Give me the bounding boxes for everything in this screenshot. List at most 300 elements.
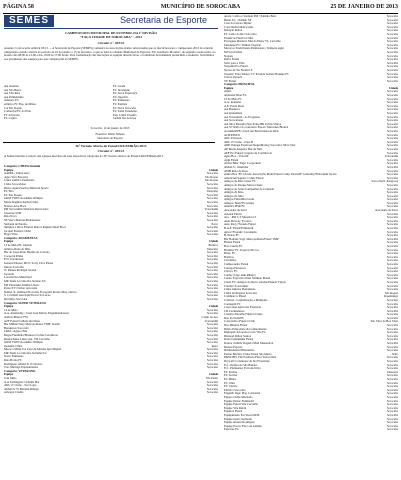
team-row-city: Sorocaba — [386, 32, 398, 36]
team-row-city: Sorocaba — [386, 133, 398, 137]
team-row-city: Sorocaba — [386, 140, 398, 144]
team-row-name: Equero Chibe Machado — [224, 395, 253, 399]
semes-logo: SEMES — [4, 15, 54, 27]
team-row-name: A.A Tardinguar/ Cidadão Bar — [4, 380, 40, 384]
team-entry-name: Jardim das Acácias — [113, 117, 136, 121]
team-row-name: Cierel FC/ Amigos do Rezo/ Alcena/Planeta Vígolo — [224, 280, 286, 284]
team-row-city: Sorocaba — [206, 182, 218, 186]
team-row-name: CRM - Água e Eliz — [4, 330, 28, 334]
column-header-name: Equipe — [4, 168, 14, 172]
team-row-name: Casa da Cenora Mutuz — [224, 22, 252, 26]
team-row-city: Sorocaba — [206, 380, 218, 384]
team-row-city: Sorocaba — [206, 233, 218, 237]
team-row-name: Catavo, FC — [224, 270, 238, 274]
team-row-name: Amigos do Sítio — [224, 194, 244, 198]
team-row-city: Sorocaba — [386, 266, 398, 270]
team-row-name: Divalinjo Sorocaba — [4, 297, 28, 301]
team-row-city: Sorocaba — [386, 421, 398, 425]
team-row-city: Sorocaba — [386, 126, 398, 130]
team-row-name: Equipamento Est Sáceu 6036 — [224, 413, 260, 417]
team-row-city: Sorocaba — [386, 183, 398, 187]
campeonato-body: Assunto: Convocação Arbitral 03/13 — A Secretaria de Esporte (SEMES) comunica às associações abaixo relacionadas que as inscrições para o campeonato 2013 do referido campeonato estarão abertas no período de 16 de janeiro a 15 de fevereiro, o que se dará no Ginásio Municipal de Esportes "Dr. Gualberto Moreira", de segunda a sexta-feira, no horário das 08:00 às 12:00 e das 13:00 às 17:00 horas. Para formalização das inscrições as equipes deverão levar o formulário devidamente preenchido e assinado. Solicitamos aos presidentes das equipes para que compareçam na SEMES. — [4, 47, 216, 62]
team-row-name: Cravinhos — [224, 259, 237, 263]
team-row-city: Sorocaba — [386, 413, 398, 417]
team-row-name: AE Maria Augusta/ Bar da Nair — [224, 147, 263, 151]
team-row-name: AZF Futsal/Calhaôs ma Nuno — [4, 319, 41, 323]
team-row-city: Sorocaba — [206, 330, 218, 334]
team-row-city: Sorocaba — [386, 331, 398, 335]
team-row-name: A.E. Ponte Preta — [224, 104, 244, 108]
team-row-name: Drinhadetem Milionários — [224, 349, 255, 353]
team-row-city: Sorocaba — [206, 362, 218, 366]
team-entry-name: EC Cajuru — [4, 117, 17, 121]
team-row-city: Sorocaba — [386, 173, 398, 177]
team-row-city: Sorocaba — [386, 277, 398, 281]
team-entry-name: América FC — [4, 99, 19, 103]
team-row-city: São Roque — [204, 179, 218, 183]
team-row-name: Fanáticos Futebol Clube — [224, 36, 254, 40]
team-row-name: Sabó para a Vida — [224, 61, 245, 65]
team-row-city: Sorocaba — [386, 205, 398, 209]
team-entry-name: Esp. Clube Ubatiba — [113, 113, 137, 117]
team-row-name: 14 de Maio — [4, 308, 18, 312]
team-row-city: Sorocaba — [386, 284, 398, 288]
team-row-name: Engenlit Inge/ Plaj. Conforma — [224, 392, 261, 396]
municipality-title: MUNICÍPIO DE SOROCABA — [160, 4, 241, 10]
team-row-name: Drenas Esporte — [224, 345, 243, 349]
team-row-name: Equipe Dutra/ Futimadal — [224, 399, 254, 403]
team-row-name: ADC Z/ Clube - Tora Lapa — [4, 384, 37, 388]
team-row-city: Sorocaba — [206, 355, 218, 359]
team-row-name: E.C. Ordões de São Bandos — [224, 363, 258, 367]
column-header-city: Cidade — [208, 168, 218, 172]
team-row-name: ADC Ericsson — [224, 137, 242, 141]
team-row-city: Sorocaba — [386, 288, 398, 292]
team-row-city: Sorocaba — [386, 230, 398, 234]
team-row-city: Sorocaba — [206, 387, 218, 391]
team-row-city: Capão do Ato — [201, 315, 218, 319]
team-row-city: Sorocaba — [206, 215, 218, 219]
team-row-city: Sorocaba — [206, 204, 218, 208]
team-row-name: Brisa, FC — [224, 252, 236, 256]
team-row-name: Cdabe/ Jorge Jank Ribeira — [224, 273, 256, 277]
team-row-name: Sporte de Ter Futebol 6 — [224, 68, 253, 72]
team-row-city: Sorocaba — [206, 226, 218, 230]
team-row-name: Doutor Jardim/ Rogério Mutt Mastersbol — [224, 342, 274, 346]
team-row-city: São Roque — [384, 291, 398, 295]
team-row-city: Sorocaba — [386, 241, 398, 245]
team-row-city: Sorocaba — [206, 272, 218, 276]
team-row-name: América BSR FC — [224, 205, 246, 209]
team-row-city: Sorocaba — [206, 258, 218, 262]
team-row-city: Sorocaba — [386, 248, 398, 252]
teams-list — [4, 85, 216, 123]
team-row-city: Sorocaba — [386, 198, 398, 202]
team-row-city: Sorocaba — [206, 283, 218, 287]
team-row-name: Clube Atlético Paulistano — [4, 179, 35, 183]
team-row-name: Distapal Peñon — [224, 29, 243, 33]
team-row-name: Avaré, Cabbo e Soldado PM / Palmira Betó — [224, 15, 277, 18]
team-entry-name: EC Nova Sorocaba — [113, 106, 136, 110]
team-row-city: Sorocaba — [206, 312, 218, 316]
team-row-name: AMB Rezo de Rore — [224, 169, 248, 173]
team-row-name: Drywall/ Condenare de Sta Florentino — [224, 360, 270, 363]
team-row-name: Ass. - PM C.T Moreira 0.5 — [224, 216, 257, 220]
team-entry-name: AA São Bento — [4, 88, 22, 92]
team-row-city: Sorocaba — [206, 341, 218, 345]
team-row-city: Sorocaba — [386, 194, 398, 198]
team-row-city: Sorocaba — [386, 36, 398, 40]
team-row-city: Iperó — [211, 344, 218, 348]
team-row-name: AMACS / Alfazidur — [224, 165, 249, 169]
team-entry-name: AA Palmeirinha — [4, 95, 24, 99]
team-row-city: Itaiacuba — [387, 370, 398, 374]
team-row-city: Sorocaba — [386, 191, 398, 195]
team-entry-name: EC Nova Esperança — [113, 92, 138, 96]
team-row-name: Despachante Lider/ AA, Viii Carvalho — [4, 337, 51, 341]
team-row-city: Sorocaba — [386, 270, 398, 274]
team-row-name: Bar do Lupa/Perto Bendie de Conceio — [4, 251, 50, 255]
team-row-name: Dao Mineira Futsal — [224, 324, 248, 328]
team-row-name: EC Eira — [4, 190, 14, 194]
team-row-name: AA Votorantim - A. Progresso — [224, 115, 261, 119]
team-row-city: Sorocaba — [386, 176, 398, 180]
team-row-city: Sorocaba — [386, 122, 398, 126]
column-header-city: Cidade — [208, 240, 218, 244]
team-row-name: Dignapal/ Alvorada Cover Vila FC — [224, 331, 266, 335]
category-heading-name: Categoria: PRINCIPAL — [224, 83, 255, 87]
team-row-city: Sorocaba — [386, 43, 398, 47]
team-row-name: Ponto/TV Cirmac Alvorada — [4, 287, 38, 291]
team-row-city: São Vitor da Boa Vista — [370, 320, 398, 324]
team-row-city: Sorocaba — [206, 211, 218, 215]
team-row-name: Amigos do Salto/Companhia de Cramado — [224, 187, 275, 191]
team-row-city: Sorocaba — [386, 15, 398, 18]
team-row-city: Sorocaba — [206, 337, 218, 341]
team-row-city: Sorocaba — [386, 234, 398, 238]
team-row-name: Macacos Tradicionais Paulistanas / Tempere Agui — [224, 47, 284, 51]
team-row-city: Sorocaba — [386, 356, 398, 360]
team-row-name: Códiven / Capitalização e Multiplus — [224, 298, 268, 302]
team-row-name: Trevoz Pertech — [224, 76, 243, 80]
team-row-city: Sorocaba — [386, 65, 398, 69]
team-row-name: Ferragens Mariáca/ Mai da Pizza/ VL Carvalho — [224, 40, 281, 44]
team-row-city: Sorocaba — [386, 144, 398, 148]
team-row-city: Sorocaba — [386, 223, 398, 227]
team-row-name: Água Viva Esportes — [4, 175, 28, 179]
team-row-name: AEF Pro Futsal/ Jorgeba da Cortinbacia — [224, 151, 272, 155]
team-row-name: Arsenal Futsal — [224, 212, 242, 216]
team-row-name: Distapal Peñon Santos — [224, 334, 251, 338]
team-row-name: Equipe Pocos/ Fisco de Alfama — [224, 424, 262, 428]
team-row-city: Sorocaba — [206, 193, 218, 197]
team-row-name: Ipanema Clube — [4, 344, 23, 348]
team-row-name: EC Itariras — [224, 370, 238, 374]
team-row-city: Sorocaba — [386, 410, 398, 414]
team-row-name: Tapajós/ Faxa Taidos/ TV Pavelda Sofital/ Baiante FC — [224, 72, 289, 76]
team-row-name: Ajuji Futsal — [224, 158, 239, 162]
team-row-name: Clube Amelos Piedadense — [224, 288, 256, 292]
team-row-name: Locomotiva Municipal — [4, 276, 32, 280]
team-row-name: General Dieser/ MCS/ Sorty Circs Pizzer — [4, 262, 54, 266]
team-row-name: B. Pratas FC — [224, 234, 240, 238]
secretaria-title: Secretaria de Esporte — [120, 15, 208, 25]
team-row-city: Sorocaba — [386, 18, 398, 22]
team-row-city: Sorocaba — [206, 269, 218, 273]
team-row-city: Sorocaba — [386, 101, 398, 105]
team-row-name: Amigos Futsal/Rei Goles — [224, 198, 255, 202]
team-row-name: 13 de Maio FC — [224, 97, 243, 101]
team-row-city: Sorocaba — [386, 392, 398, 396]
team-row-city: Sorocaba — [206, 391, 218, 395]
team-row-city: Sorocaba — [386, 428, 398, 432]
team-row-city: Sorocaba — [386, 342, 398, 346]
team-row-name: EC São Roque — [4, 193, 22, 197]
team-row-city: Sorocaba — [386, 367, 398, 371]
team-row-name: AA Sorocabana — [224, 119, 243, 123]
team-row-name: JC Pinnes Rodrigui Global — [4, 269, 37, 273]
team-row-name: Equipe Vila Rubin — [224, 406, 247, 410]
team-row-name: Borlilos — [224, 255, 234, 259]
team-row-name: Dao da Nada/FC — [224, 316, 245, 320]
team-row-city: Sorocaba — [206, 200, 218, 204]
team-row-city: Sorocaba — [386, 280, 398, 284]
signature-name: Francisco Mário Nihaus — [95, 132, 125, 136]
team-row-city: Sorocaba — [386, 108, 398, 112]
team-row-name: Jacquet Futebol Clube — [4, 229, 31, 233]
team-row-name: Juventus SSM — [4, 211, 22, 215]
team-row-name: Diário Empodarte & Conhecimento — [224, 327, 267, 331]
column-header-city: Cidade — [208, 373, 218, 377]
team-row-name: EC Canto do Rio Sorocaba — [224, 32, 257, 36]
team-row-city: Sorocaba — [206, 265, 218, 269]
team-row-name: Diabo Águia/Sorriso/Deliverá Sports — [4, 186, 49, 190]
team-row-name: EC Ufire — [224, 381, 235, 385]
team-row-city: São Paulo — [205, 377, 218, 381]
team-row-name: Clermot Sorotrumar — [224, 284, 249, 288]
team-row-city: Sorocaba — [386, 338, 398, 342]
team-row-city: Sorocaba — [386, 61, 398, 65]
team-entry-name: EC Juventude — [113, 88, 130, 92]
team-row-name: Equipe Futsal Vila Carvalho — [224, 403, 259, 407]
team-row-city: Sorocaba — [386, 306, 398, 310]
team-row-name: Americam Square/ Colina Futsal — [224, 176, 264, 180]
team-row-name: GKM TWIN Academia Olímpia — [4, 197, 43, 201]
team-entry-name: CA São Roque — [4, 106, 22, 110]
team-row-city: Sorocaba — [386, 94, 398, 98]
team-row-name: Itaúsbuna FC/ Simbiu Tropical — [224, 43, 262, 47]
team-row-name: Alvisa Bitu/ Tiepo Coope Reis — [224, 162, 261, 166]
team-row-name: AcademiaJFE/ José Luiz Bartolomeu de Dias — [224, 130, 279, 133]
team-row-city: Sorocaba — [206, 287, 218, 291]
team-row-city: Sorocaba — [206, 297, 218, 301]
team-row-city: Votorantim — [204, 208, 218, 212]
team-row-city: Sorocaba — [206, 348, 218, 352]
team-row-name: Raia Borda FC — [4, 359, 22, 363]
team-row-city: Sorocaba — [386, 252, 398, 256]
team-row-name: Eterne Barriza/ Clube Futsal São Maria — [224, 352, 272, 356]
team-row-city: Sorocaba — [386, 302, 398, 306]
team-row-name: Bar Bollaire Sogi. Metropolitana/Fusal/ TMP — [224, 237, 279, 241]
team-row-city: Sorocaba — [386, 237, 398, 241]
team-row-city: Sorocaba — [386, 227, 398, 231]
team-row-name: Sinfonia de Paraíso — [4, 222, 28, 226]
team-entry-name: AA Vila Rica — [4, 92, 21, 96]
team-row-city: Sorocaba — [386, 395, 398, 399]
page-number: PÁGINA 58 — [3, 4, 34, 10]
team-row-name: Cooperrá Prime — [4, 254, 24, 258]
category-heading-name: Categoria: CHUPA/Avenida — [4, 165, 41, 168]
team-row-name: FCC Paramount — [4, 258, 24, 262]
team-row — [4, 391, 218, 395]
team-row-name: Equinox Futsal — [224, 410, 243, 414]
team-row-name: EC Vértice — [224, 385, 238, 389]
team-row-city: Sorocaba — [386, 298, 398, 302]
team-row-name: Outlier X. Outlinos/Novavila Fotogostil Pronto Maq. Outica — [4, 290, 77, 294]
team-row-name: E.C. Platinense/ Fervada Silva — [224, 367, 261, 371]
section-divider — [4, 28, 218, 29]
team-row-name: 13 de Maio/FC Itapuan — [4, 244, 32, 248]
team-row-city: Sorocaba — [206, 384, 218, 388]
team-row-name: Codimarco/ Pintel — [224, 295, 246, 299]
team-row-city: Sorocaba — [386, 169, 398, 173]
team-row-city: Sorocaba — [386, 212, 398, 216]
team-row — [224, 428, 398, 432]
team-row-name: Biriata Futsal — [224, 241, 241, 245]
team-row-name: Macaco Mirin Tos Casa de Metrais Iper Miguel — [4, 348, 62, 352]
team-row-city: Sorocaba — [386, 424, 398, 428]
team-row-city: Sorocaba — [206, 197, 218, 201]
campeonato-circular: Circular nº. 003/13 — [97, 41, 125, 45]
team-row-city: Sorocaba — [386, 130, 398, 133]
team-row-name: Atlética Ruds de Mão — [4, 247, 31, 251]
team-row-name: Auto Raçy/ Eurasia Futsal — [224, 223, 256, 227]
team-entry-name: EC Santa Terezinha — [113, 110, 137, 114]
team-row-name: Água Boa - Votorim — [224, 155, 249, 159]
team-row-city: Sorocaba — [386, 255, 398, 259]
team-row-city: Sorocaba — [206, 172, 218, 176]
campeonato-title: CAMPEONATO MUNICIPAL DE FUTEBOL DA 1ª DIVISÃO — [65, 31, 157, 35]
team-row-city: São Roque — [204, 175, 218, 179]
team-row-city: Sorocaba/S. Parigroas — [371, 180, 398, 184]
team-row-city: Sorocaba — [386, 259, 398, 263]
team-row-city: Sorocaba — [386, 104, 398, 108]
team-row-city: Sorocaba — [206, 218, 218, 222]
team-row-city: Sorocaba — [386, 316, 398, 320]
category-heading-name: Categoria: VETERANO — [4, 369, 36, 373]
team-row-name: MS Futuranki Zumbis Ufrelo — [4, 283, 40, 287]
team-row-city: Sorocaba — [206, 294, 218, 298]
team-row-name: Arbegas Cristão — [4, 391, 24, 395]
team-row-city: Sorocaba — [386, 187, 398, 191]
team-row-city: Sorocaba — [386, 50, 398, 54]
column-header-name: Equipe — [4, 240, 14, 244]
team-row-city: Sorocaba — [386, 313, 398, 317]
team-row-city: Sorocaba — [386, 112, 398, 116]
team-row-name: A.A. Abemaduy / Josel Luiz Muttor Engenhundrareza — [4, 312, 69, 316]
team-row-city: Sorocaba — [386, 219, 398, 223]
team-row-name: Esportes FC — [224, 428, 239, 432]
column-header-city: Cidade — [388, 86, 398, 90]
team-row-city: Sorocaba — [386, 97, 398, 101]
team-row-name: Bar Milkin/Tolsy Metropolitana/ TMP/ Startik — [4, 323, 60, 327]
team-row-name: AA Silva Barsallo/Jans Ponte BR Urban Vidros — [224, 122, 282, 126]
team-row-name: B.A.E. Futsal/Elfluxtudi — [224, 227, 254, 231]
team-row-name: Hojet Vilas — [4, 233, 18, 237]
torneio-title: 36º Torneio Aberto de Futsal/CRUZEIRÃO-2013 — [75, 144, 147, 148]
team-row-name: Cona Nedicá Rebocadas — [224, 25, 254, 29]
team-row-name: DRM/ BIS Vila Formado Finca Todos Dias — [224, 356, 277, 360]
team-row-city: Sorocaba — [206, 229, 218, 233]
team-row-city: Sorocaba — [206, 276, 218, 280]
team-row-name: Araçoiaba da Serra — [224, 209, 247, 213]
team-row-name: Amigos do Riso — [224, 191, 244, 195]
campeonato-subtitle: "TAÇA CIDADE DE SOROCABA" - 2013 — [79, 35, 143, 39]
team-row-city: Sorocaba — [386, 360, 398, 363]
team-entry-name: EC Palmeiras — [113, 99, 130, 103]
team-row-name: AA SJ Wolfs e Locomotive Esport/ Mercedes Bionex — [224, 126, 289, 130]
team-row-name: Clube Sorocabano — [4, 182, 27, 186]
team-row-city: Boituva — [208, 244, 218, 248]
team-row-name: Assu Móveis / Ecolaco — [224, 219, 252, 223]
team-row-name: S. Cavallari Ana Itajú/Trevar Sá Lucas — [4, 294, 51, 298]
team-row-city: Sorocaba — [386, 345, 398, 349]
team-entry-name: EC Geada — [113, 85, 126, 88]
team-row-city: Araçoiaba da Serra — [375, 209, 398, 213]
team-row-city: Sorocaba — [386, 165, 398, 169]
team-row-city: Sorocaba — [386, 58, 398, 62]
team-row-city: Sorocaba — [386, 403, 398, 407]
team-row-name: MI Sorofórmia — [224, 50, 243, 54]
team-row-name: Andrós Bristol/ FSI — [4, 315, 28, 319]
team-row-city: Sorocaba — [386, 72, 398, 76]
team-row-city: Sorocaba — [386, 54, 398, 58]
team-row-name: Dona Gabinhinha Futsal — [224, 338, 254, 342]
team-row-name: Brasilin/ FC Tropical Nivcos — [224, 248, 259, 252]
team-row-name: Amigos Tenis/SS Gomes — [224, 201, 255, 205]
team-row-city: Sorocaba — [386, 309, 398, 313]
team-row-city: Sorocaba — [386, 90, 398, 94]
team-row-name: Sarpanfé Pro Futsal — [224, 65, 248, 69]
team-row-name: Nobres Área Boca — [4, 204, 27, 208]
team-row-city: Sorocaba — [206, 280, 218, 283]
team-row-name: Raia Nova — [4, 215, 17, 219]
team-row-name: VE Futsal — [224, 79, 237, 83]
team-row-city: Votorantim — [384, 155, 398, 159]
right-category-lists — [224, 15, 398, 478]
team-row-city: Sorocaba — [386, 119, 398, 123]
team-row-name: Eletrico Sorocaba — [224, 388, 246, 392]
team-row-city: Itapetininga — [383, 295, 398, 299]
team-row-city: Sorocaba — [206, 290, 218, 294]
team-row-name: Couto Ana Agrícolas Funerado — [224, 306, 262, 310]
team-row-city: Itaiacuba — [207, 247, 218, 251]
team-row-city: Sorocaba — [386, 417, 398, 421]
team-row-city: Sorocaba — [386, 324, 398, 328]
team-row-name: Simplex e Deve Futebol Diácol Raghan Dieel Bool — [4, 226, 66, 230]
team-row-city: Sorocaba — [386, 151, 398, 155]
team-row-name: Contagem FC — [224, 302, 241, 306]
team-row-name: Alternant Rion F.C — [224, 94, 247, 98]
team-row-city: Sorocaba — [386, 262, 398, 266]
team-row-name: Raiva Futsal — [224, 58, 240, 62]
team-row-name: 9 de Julho — [4, 377, 17, 381]
team-row-city: Sorocaba — [206, 359, 218, 363]
team-row-city: Sorocaba — [386, 201, 398, 205]
team-row-name: PM Votorantim Talabarte Renovados — [4, 208, 49, 212]
team-row-city: Sorocaba — [386, 115, 398, 119]
team-row-city: Votorantim — [204, 319, 218, 323]
